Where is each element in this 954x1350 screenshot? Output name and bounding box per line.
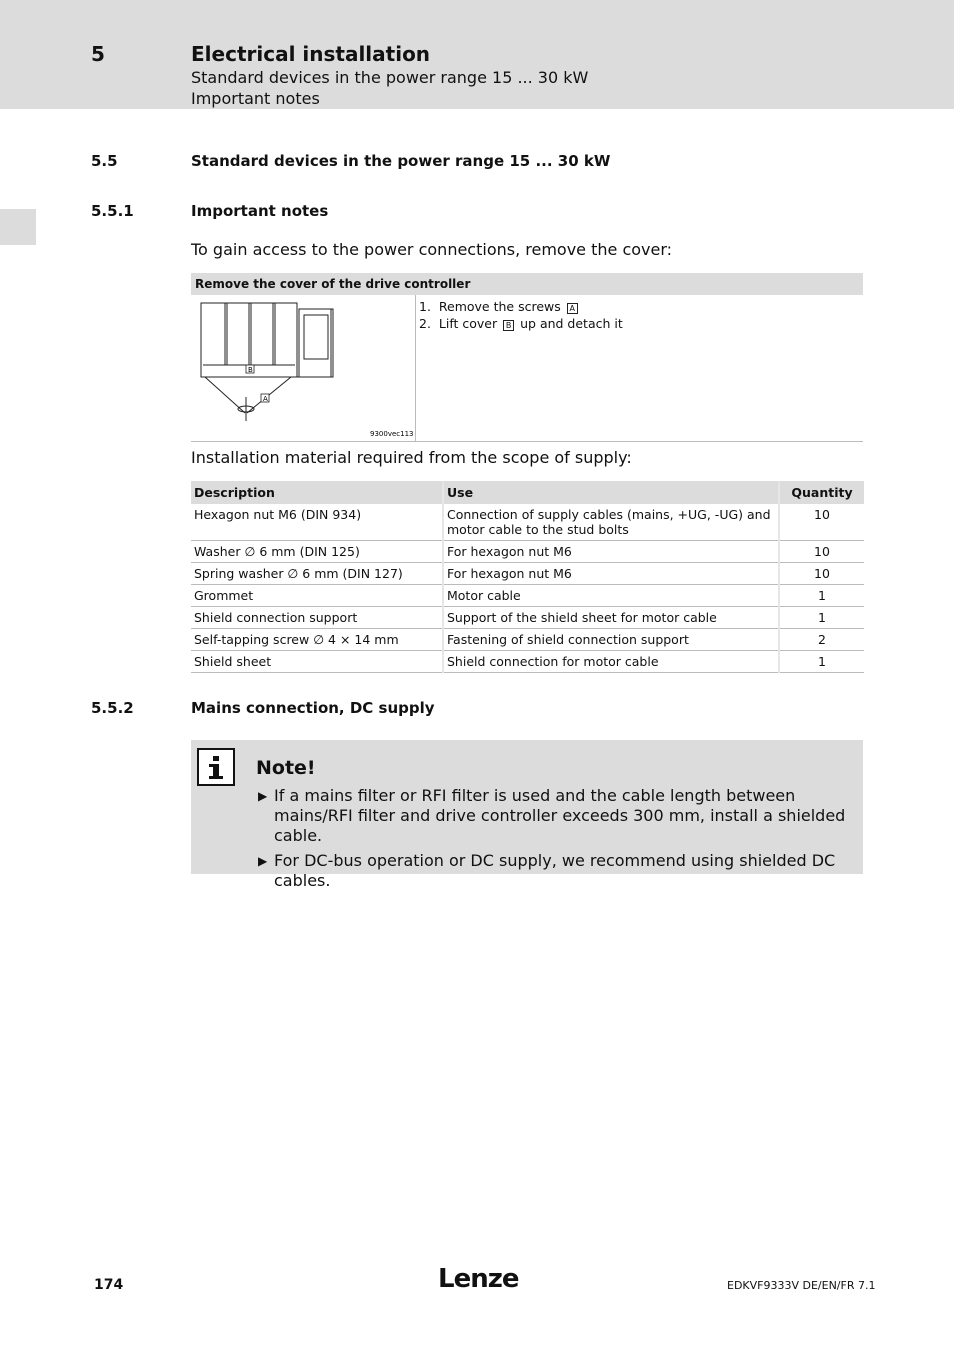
step-2-number: 2. <box>419 316 431 331</box>
drive-controller-figure <box>191 295 416 441</box>
cell-use: Support of the shield sheet for motor cable <box>443 607 779 629</box>
column-header-use: Use <box>443 481 779 504</box>
cover-table <box>191 273 863 442</box>
cover-table-header: Remove the cover of the drive controller <box>191 273 863 295</box>
bullet-triangle-icon: ▶ <box>258 789 268 803</box>
section-5-5-1-title: Important notes <box>191 202 329 220</box>
chapter-title: Electrical installation <box>191 42 431 66</box>
page-number: 174 <box>94 1277 124 1293</box>
cell-quantity: 10 <box>779 541 864 563</box>
column-header-description: Description <box>191 481 443 504</box>
cell-use: Shield connection for motor cable <box>443 651 779 673</box>
material-table-header-row <box>191 481 864 504</box>
table-row <box>191 504 864 541</box>
bullet-triangle-icon: ▶ <box>258 854 268 868</box>
note-box <box>191 740 863 890</box>
cell-use: For hexagon nut M6 <box>443 563 779 585</box>
cover-step-2 <box>419 315 623 332</box>
cell-quantity: 1 <box>779 607 864 629</box>
note-item-text: If a mains filter or RFI filter is used and the cable length between mains/RFI filter and drive controller exceeds 300 mm, install a shielded cable. <box>274 786 846 845</box>
cell-quantity: 1 <box>779 585 864 607</box>
step-1-box-label: A <box>567 303 578 314</box>
side-tab-marker <box>0 209 36 245</box>
cover-table-body <box>191 295 863 442</box>
table-row <box>191 541 864 563</box>
note-item <box>258 786 850 846</box>
section-5-5-2-title: Mains connection, DC supply <box>191 699 435 717</box>
note-list <box>258 786 850 896</box>
cell-description: Self-tapping screw ∅ 4 × 14 mm <box>191 629 443 651</box>
cell-quantity: 1 <box>779 651 864 673</box>
cell-use: Fastening of shield connection support <box>443 629 779 651</box>
section-5-5-1-number: 5.5.1 <box>91 202 134 220</box>
step-2-text: Lift cover <box>438 316 498 331</box>
cell-description: Grommet <box>191 585 443 607</box>
cover-step-1 <box>419 298 623 315</box>
document-id: EDKVF9333V DE/EN/FR 7.1 <box>727 1279 876 1292</box>
table-row <box>191 563 864 585</box>
table-row <box>191 629 864 651</box>
cell-description: Hexagon nut M6 (DIN 934) <box>191 504 443 541</box>
header-subtitle-2: Important notes <box>191 89 320 108</box>
material-intro-text: Installation material required from the scope of supply: <box>191 448 632 467</box>
cell-use: For hexagon nut M6 <box>443 541 779 563</box>
cover-steps-list <box>419 298 623 332</box>
header-subtitle-1: Standard devices in the power range 15 ... 30 kW <box>191 68 589 87</box>
cell-quantity: 10 <box>779 504 864 541</box>
cell-description: Shield sheet <box>191 651 443 673</box>
material-table <box>191 481 864 673</box>
step-2-text-after: up and detach it <box>520 316 623 331</box>
figure-id-label: 9300vec113 <box>370 430 414 438</box>
cell-use: Motor cable <box>443 585 779 607</box>
page-header <box>0 0 954 109</box>
cell-quantity: 2 <box>779 629 864 651</box>
section-5-5-number: 5.5 <box>91 152 118 170</box>
section-5-5-title: Standard devices in the power range 15 ... 30 kW <box>191 152 611 170</box>
info-icon <box>197 748 235 786</box>
intro-text: To gain access to the power connections, remove the cover: <box>191 240 673 259</box>
section-5-5-2-number: 5.5.2 <box>91 699 134 717</box>
step-1-text: Remove the screws <box>438 299 561 314</box>
note-title: Note! <box>256 757 316 779</box>
note-item <box>258 851 850 891</box>
column-header-quantity: Quantity <box>779 481 864 504</box>
cell-description: Shield connection support <box>191 607 443 629</box>
note-item-text: For DC-bus operation or DC supply, we recommend using shielded DC cables. <box>274 851 836 890</box>
chapter-number: 5 <box>91 42 105 66</box>
table-row <box>191 651 864 673</box>
step-2-box-label: B <box>503 320 514 331</box>
figure-label-a: A <box>263 395 268 403</box>
step-1-number: 1. <box>419 299 431 314</box>
table-row <box>191 607 864 629</box>
figure-label-b: B <box>248 366 253 374</box>
lenze-logo: Lenze <box>438 1264 519 1294</box>
table-row <box>191 585 864 607</box>
drive-controller-drawing <box>191 295 415 441</box>
cell-description: Washer ∅ 6 mm (DIN 125) <box>191 541 443 563</box>
cell-quantity: 10 <box>779 563 864 585</box>
cell-use: Connection of supply cables (mains, +UG, -UG) and motor cable to the stud bolts <box>443 504 779 541</box>
cell-description: Spring washer ∅ 6 mm (DIN 127) <box>191 563 443 585</box>
